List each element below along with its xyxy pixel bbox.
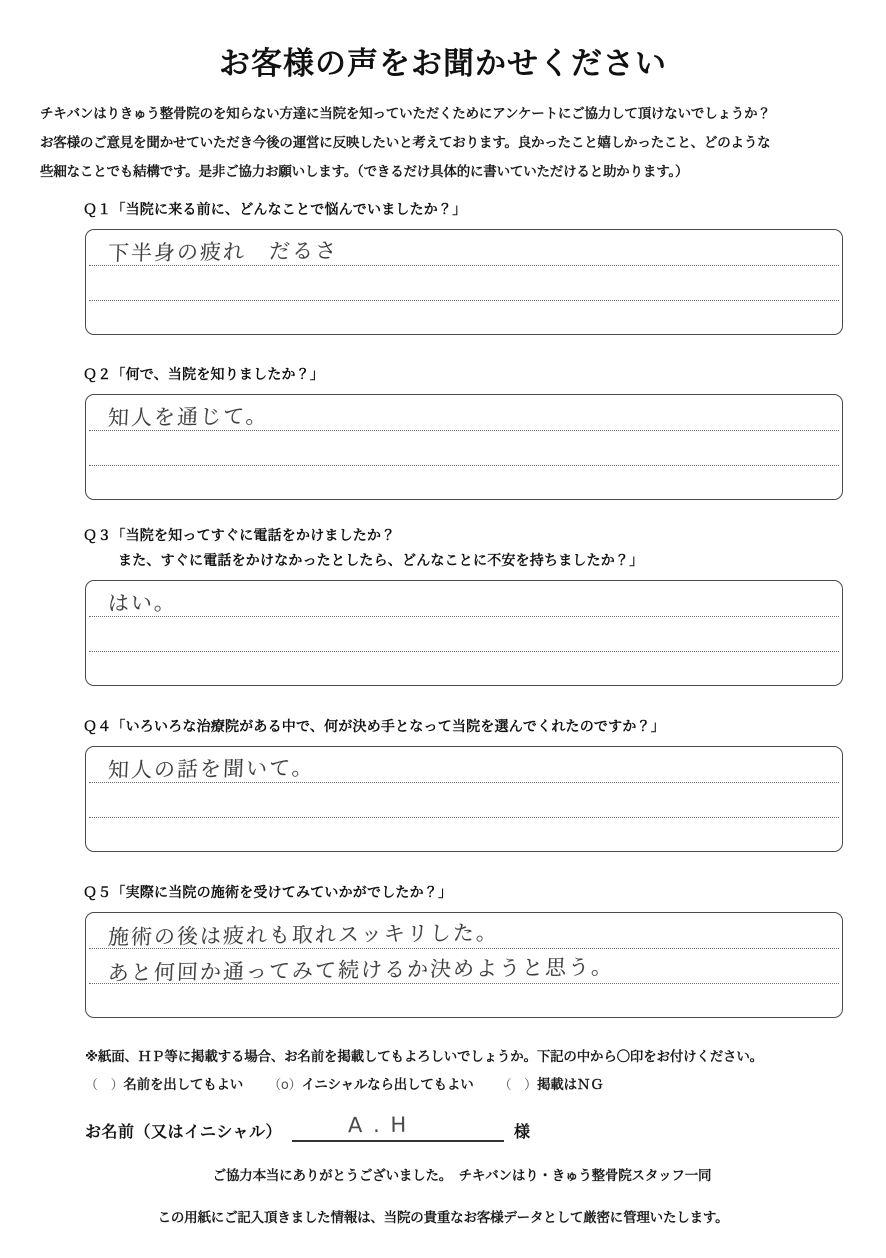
consent-option-2-label: イニシャルなら出してもよい [301,1077,474,1093]
question-block-q2 [0,363,886,500]
handwritten-answer-q5-line1: 施術の後は疲れも取れスッキリした。 [107,920,500,950]
question-label-q1: Ｑ１「当院に来る前に、どんなことで悩んでいましたか？」 [83,202,467,218]
consent-option-3[interactable] [499,1077,604,1093]
answer-box-q5[interactable] [85,912,843,1018]
page-title: お客様の声をお聞かせください [219,46,667,82]
handwritten-answer-q1-line1: 下半身の疲れ だるさ [107,238,339,266]
answer-rule [89,465,839,466]
intro-line-2: お客様のご意見を聞かせていただき今後の運営に反映したいと考えております。良かったこと嬉しかったこと、どのような [40,135,771,151]
handwritten-name-value: A . H [347,1112,409,1138]
question-block-q4 [0,715,886,852]
publication-consent-note: ※紙面、ＨＰ等に掲載する場合、お名前を掲載してもよろしいでしょうか。下記の中から〇印をお付けください。 [85,1049,763,1065]
handwritten-answer-q4-line1: 知人の話を聞いて。 [107,755,316,783]
answer-rule [89,616,839,617]
name-honorific-suffix: 様 [514,1122,531,1141]
question-label-q2: Ｑ２「何で、当院を知りましたか？」 [83,367,325,383]
answer-box-q2[interactable] [85,394,843,500]
answer-box-q3[interactable] [85,580,843,686]
handwritten-answer-q3-line1: はい。 [107,590,178,616]
question-block-q1 [0,198,886,335]
name-field-label: お名前（又はイニシャル） [85,1122,283,1141]
answer-box-q1[interactable] [85,229,843,335]
consent-option-1[interactable] [85,1077,243,1093]
intro-paragraph [40,100,852,187]
consent-option-2-mark: （o） [268,1078,302,1093]
intro-line-1: チキバンはりきゅう整骨院のを知らない方達に当院を知っていただくためにアンケートにご協力して頂けないでしょうか？ [40,106,771,122]
consent-option-3-mark: （ ） [498,1078,537,1093]
intro-line-3: 些細なことでも結構です。是非ご協力お願いします。（できるだけ具体的に書いていただけると助かります。） [40,164,689,180]
question-label-q3: Ｑ３「当院を知ってすぐに電話をかけましたか？ [83,528,396,544]
answer-box-q4[interactable] [85,746,843,852]
question-block-q3 [0,524,886,686]
question-label-q5: Ｑ５「実際に当院の施術を受けてみていかがでしたか？」 [83,885,453,901]
handwritten-answer-q2-line1: 知人を通じて。 [107,404,270,430]
consent-option-1-mark: （ ） [85,1078,124,1093]
name-field-row [85,1114,886,1142]
name-input[interactable] [292,1114,504,1142]
privacy-notice: この用紙にご記入頂きました情報は、当院の貴重なお客様データとして厳密に管理いたします。 [157,1210,729,1226]
consent-options-row [85,1071,886,1100]
consent-option-3-label: 掲載はＮＧ [536,1077,604,1093]
footer-section [0,1043,886,1226]
question-label-q3-line2: また、すぐに電話をかけなかったとしたら、どんなことに不安を持ちましたか？」 [118,553,644,569]
question-label-q4: Ｑ４「いろいろな治療院がある中で、何が決め手となって当院を選んでくれたのですか？」 [83,719,665,735]
consent-option-1-label: 名前を出してもよい [123,1077,244,1093]
handwritten-answer-q5-line2: あと何回か通ってみて続けるか決めようと思う。 [107,954,615,986]
answer-rule [89,651,839,652]
answer-rule [89,300,839,301]
thanks-message: ご協力本当にありがとうございました。 チキバンはり・きゅう整骨院スタッフ一同 [212,1168,712,1184]
answer-rule [89,817,839,818]
consent-option-2[interactable] [268,1077,473,1093]
question-block-q5 [0,881,886,1018]
